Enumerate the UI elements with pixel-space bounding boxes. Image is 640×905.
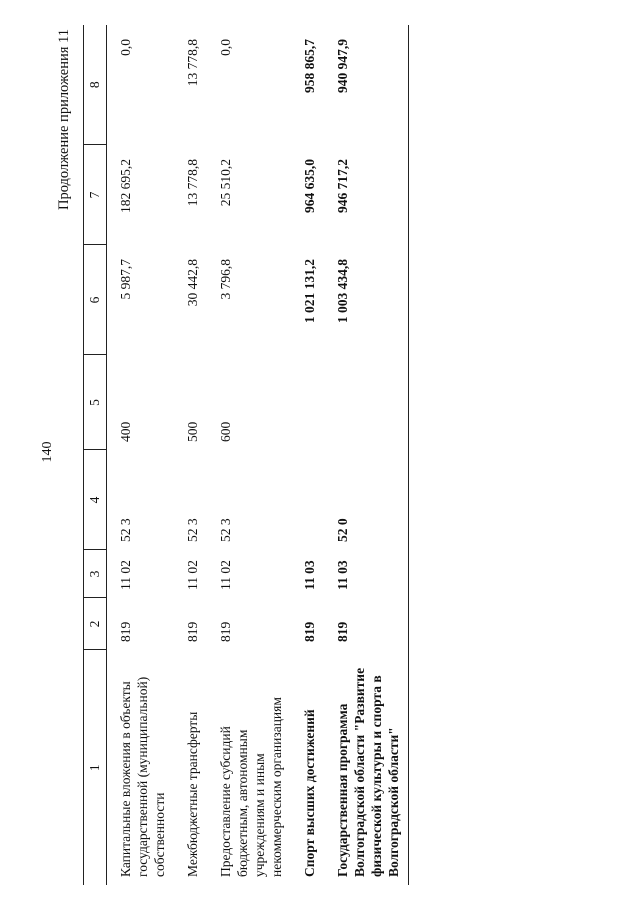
cell-col-7: 964 635,0 <box>302 159 317 213</box>
cell-col-6: 3 796,8 <box>218 259 233 300</box>
cell-col-6: 30 442,8 <box>185 259 200 307</box>
cell-col-2: 819 <box>302 621 317 642</box>
cell-col-5: 500 <box>185 421 200 442</box>
header-col-2: 2 <box>84 598 107 650</box>
cell-col-4: 52 3 <box>185 518 200 542</box>
cell-col-5: 400 <box>118 421 133 442</box>
cell-col-6: 1 021 131,2 <box>302 259 317 324</box>
cell-col-8: 0,0 <box>118 39 133 56</box>
cell-col-4: 52 3 <box>218 518 233 542</box>
appendix-caption: Продолжение приложения 11 <box>56 29 72 211</box>
cell-col-5: 600 <box>218 421 233 442</box>
cell-col-8: 0,0 <box>218 39 233 56</box>
header-col-4: 4 <box>84 450 107 550</box>
cell-col-4: 52 3 <box>118 518 133 542</box>
row-name: Государственная программа Волгоградской области "Развитие физической культуры и спорта в Волгоградской области" <box>324 650 409 885</box>
table-row <box>291 25 324 885</box>
header-col-8: 8 <box>84 25 107 145</box>
cell-col-7: 13 778,8 <box>185 159 200 207</box>
cell-col-4 <box>291 450 324 550</box>
cell-col-8: 940 947,9 <box>324 25 409 145</box>
cell-col-3: 11 03 <box>324 550 409 598</box>
row-name: Капитальные вложения в объекты государственной (муниципальной) собственности <box>118 676 167 877</box>
row-name: Спорт высших достижений <box>302 709 317 877</box>
header-col-1: 1 <box>84 650 107 885</box>
header-col-5: 5 <box>84 355 107 450</box>
cell-col-7: 25 510,2 <box>218 159 233 207</box>
cell-col-2: 819 <box>118 621 133 642</box>
header-col-6: 6 <box>84 245 107 355</box>
header-col-7: 7 <box>84 145 107 245</box>
cell-col-8: 13 778,8 <box>185 39 200 87</box>
page-number: 140 <box>40 441 55 463</box>
table-row <box>324 25 409 885</box>
table-row <box>107 25 175 885</box>
cell-col-5 <box>324 355 409 450</box>
rotated-page-content <box>45 25 605 885</box>
cell-col-7: 182 695,2 <box>118 159 133 213</box>
cell-col-3: 11 02 <box>218 560 233 590</box>
cell-col-3: 11 02 <box>118 560 133 590</box>
cell-col-3: 11 02 <box>185 560 200 590</box>
row-name: Предоставление субсидий бюджетным, автономным учреждениям и иным некоммерческим организациям <box>218 697 284 877</box>
cell-col-2: 819 <box>185 621 200 642</box>
cell-col-2: 819 <box>218 621 233 642</box>
cell-col-7: 946 717,2 <box>324 145 409 245</box>
cell-col-8: 958 865,7 <box>302 39 317 93</box>
cell-col-6: 5 987,7 <box>118 259 133 300</box>
cell-col-4: 52 0 <box>324 450 409 550</box>
table-row <box>207 25 291 885</box>
row-name: Межбюджетные трансферты <box>185 711 200 877</box>
cell-col-2: 819 <box>324 598 409 650</box>
budget-table <box>83 25 409 885</box>
cell-col-3: 11 03 <box>302 560 317 590</box>
cell-col-6: 1 003 434,8 <box>324 245 409 355</box>
cell-col-5 <box>291 355 324 450</box>
header-row <box>84 25 107 885</box>
header-col-3: 3 <box>84 550 107 598</box>
table-row <box>174 25 207 885</box>
